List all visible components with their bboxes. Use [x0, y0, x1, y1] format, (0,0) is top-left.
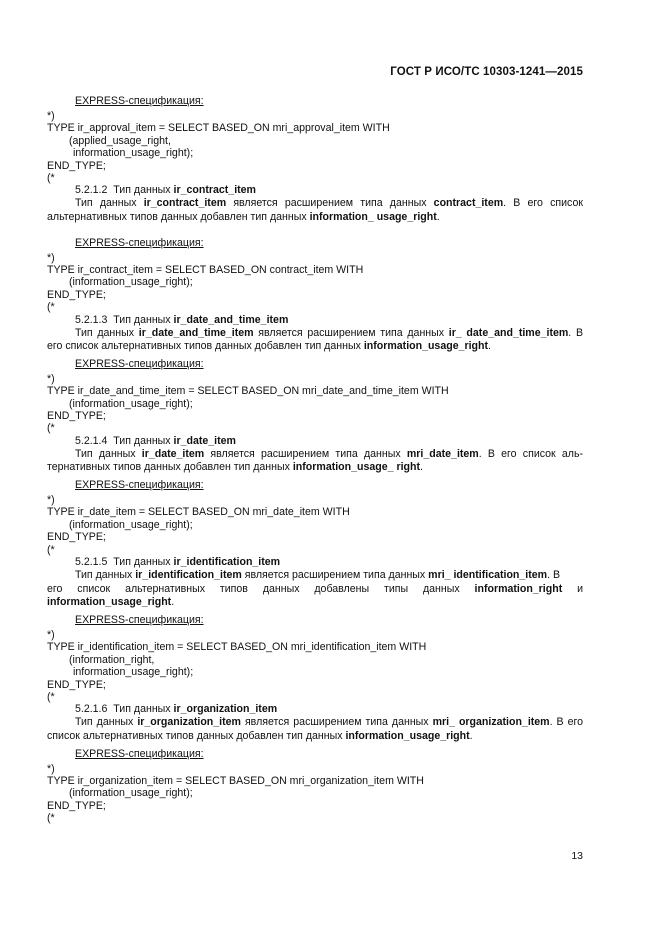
para-bold: information_right: [474, 582, 563, 595]
heading-prefix: Тип данных: [113, 184, 171, 197]
para-text: является расширением типа данных: [226, 197, 434, 210]
para-text: является расширением типа данных: [253, 326, 449, 339]
section-5-2-1-5: [47, 556, 583, 703]
para-bold: mri_ identification_item: [428, 569, 548, 582]
section-approval-item: [47, 95, 583, 184]
para-text: . В: [547, 569, 561, 582]
section-heading: [47, 314, 583, 327]
comment-open: (*: [47, 172, 55, 185]
section-5-2-1-6: [47, 703, 583, 824]
type-name: ir_date_and_time_item: [173, 313, 289, 326]
para-text: Тип данных: [75, 716, 138, 729]
comment-close: *): [47, 251, 55, 264]
section-number: 5.2.1.2: [75, 184, 108, 197]
para-bold: ir_identification_item: [135, 569, 242, 582]
para-bold: ir_date_item: [141, 447, 205, 460]
code-line: (information_usage_right);: [69, 276, 193, 289]
page-content: [47, 95, 583, 825]
section-heading: [47, 556, 583, 569]
para-text: .: [488, 340, 491, 353]
code-line: (information_usage_right);: [69, 397, 193, 410]
express-spec-label: EXPRESS-спецификация:: [75, 747, 204, 760]
para-text: типов: [219, 582, 248, 595]
para-text: . В его список аль-тернативных типов данных добавлен тип данных: [47, 447, 584, 474]
end-type: END_TYPE;: [47, 159, 106, 172]
para-text: список: [77, 582, 111, 595]
comment-close: *): [47, 372, 55, 385]
para-text: .: [420, 461, 423, 474]
code-line: TYPE ir_date_item = SELECT BASED_ON mri_date_item WITH: [47, 506, 350, 519]
para-text: является расширением типа данных: [241, 569, 429, 582]
comment-close: *): [47, 494, 55, 507]
code-line: (applied_usage_right,: [69, 134, 171, 147]
para-text: . В его список альтернативных типов данных добавлен тип данных: [47, 197, 583, 224]
code-line: TYPE ir_date_and_time_item = SELECT BASED_ON mri_date_and_time_item WITH: [47, 385, 449, 398]
para-text: Тип данных: [75, 447, 142, 460]
para-bold: mri_date_item: [406, 447, 479, 460]
para-bold: information_usage_ right: [292, 461, 420, 474]
section-number: 5.2.1.3: [75, 313, 108, 326]
section-5-2-1-2: [47, 184, 583, 313]
heading-prefix: Тип данных: [113, 703, 171, 716]
comment-open: (*: [47, 301, 55, 314]
express-spec-label: EXPRESS-спецификация:: [75, 236, 204, 249]
para-text: добавлены: [314, 582, 370, 595]
type-name: ir_contract_item: [173, 184, 256, 197]
page-number: 13: [571, 850, 583, 862]
para-bold: contract_item: [433, 197, 504, 210]
section-heading: [47, 435, 583, 448]
section-paragraph: [47, 448, 583, 475]
comment-close: *): [47, 762, 55, 775]
para-bold: information_usage_right: [363, 340, 489, 353]
type-name: ir_date_item: [173, 434, 236, 447]
type-name: ir_identification_item: [173, 556, 281, 569]
code-line: TYPE ir_identification_item = SELECT BASED_ON mri_identification_item WITH: [47, 641, 427, 654]
section-paragraph-line: [47, 569, 583, 583]
end-type: END_TYPE;: [47, 799, 106, 812]
para-text: является расширением типа данных: [204, 447, 407, 460]
comment-close: *): [47, 110, 55, 122]
section-paragraph: [47, 327, 583, 354]
para-text: Тип данных: [75, 569, 136, 582]
para-text: .: [469, 729, 473, 742]
express-spec-label: EXPRESS-спецификация:: [75, 357, 204, 370]
end-type: END_TYPE;: [47, 288, 106, 301]
code-line: TYPE ir_organization_item = SELECT BASED_ON mri_organization_item WITH: [47, 774, 424, 787]
para-text: данных: [262, 582, 300, 595]
section-heading: [47, 184, 583, 197]
code-line: information_usage_right);: [73, 666, 194, 679]
para-text: . В его список альтернативных типов данных добавлен тип данных: [47, 716, 584, 742]
para-text: является расширением типа данных: [240, 716, 433, 729]
end-type: END_TYPE;: [47, 531, 106, 544]
para-text: типы: [383, 582, 409, 595]
code-line: (information_right,: [69, 653, 155, 666]
para-bold: ir_ date_and_time_item: [448, 326, 569, 339]
section-paragraph-line: [47, 596, 583, 610]
para-text: Тип данных: [75, 197, 144, 210]
code-line: (information_usage_right);: [69, 518, 193, 531]
para-bold: mri_ organization_item: [432, 716, 550, 729]
section-5-2-1-3: [47, 314, 583, 435]
heading-prefix: Тип данных: [113, 556, 171, 569]
para-bold: information_ usage_right: [309, 211, 437, 224]
express-spec-label: EXPRESS-спецификация:: [75, 479, 204, 492]
code-line: TYPE ir_approval_item = SELECT BASED_ON mri_approval_item WITH: [47, 122, 390, 135]
type-name: ir_organization_item: [173, 703, 278, 716]
express-spec-label: EXPRESS-спецификация:: [75, 95, 204, 107]
para-text: . В его список альтернативных типов данных добавлен тип данных: [47, 326, 584, 353]
section-paragraph: [47, 716, 583, 743]
section-heading: [47, 703, 583, 716]
para-bold: ir_contract_item: [143, 197, 227, 210]
standard-header: ГОСТ Р ИСО/ТС 10303-1241—2015: [390, 66, 583, 78]
para-bold: ir_date_and_time_item: [138, 326, 254, 339]
end-type: END_TYPE;: [47, 678, 106, 691]
para-text: альтернативных: [125, 582, 206, 595]
code-line: information_usage_right);: [73, 147, 194, 160]
para-bold: information_usage_right: [47, 596, 172, 609]
para-text: данных: [422, 582, 460, 595]
section-paragraph: [47, 197, 583, 224]
section-number: 5.2.1.5: [75, 556, 108, 569]
section-paragraph-line: [47, 583, 583, 597]
comment-open: (*: [47, 543, 55, 556]
code-line: TYPE ir_contract_item = SELECT BASED_ON contract_item WITH: [47, 264, 364, 277]
para-bold: information_usage_right: [345, 729, 470, 742]
section-5-2-1-4: [47, 435, 583, 556]
section-number: 5.2.1.6: [75, 703, 108, 716]
heading-prefix: Тип данных: [113, 313, 171, 326]
para-bold: ir_organization_item: [137, 716, 241, 729]
section-number: 5.2.1.4: [75, 434, 108, 447]
comment-open: (*: [47, 690, 55, 703]
comment-open: (*: [47, 812, 55, 825]
express-spec-label: EXPRESS-спецификация:: [75, 613, 204, 626]
code-line: (information_usage_right);: [69, 787, 193, 800]
comment-close: *): [47, 628, 55, 641]
para-text: .: [171, 596, 175, 609]
para-text: .: [436, 211, 440, 224]
para-text: и: [577, 582, 584, 595]
para-text: Тип данных: [75, 326, 139, 339]
comment-open: (*: [47, 422, 55, 435]
heading-prefix: Тип данных: [113, 434, 171, 447]
end-type: END_TYPE;: [47, 410, 106, 423]
para-text: его: [47, 582, 63, 595]
